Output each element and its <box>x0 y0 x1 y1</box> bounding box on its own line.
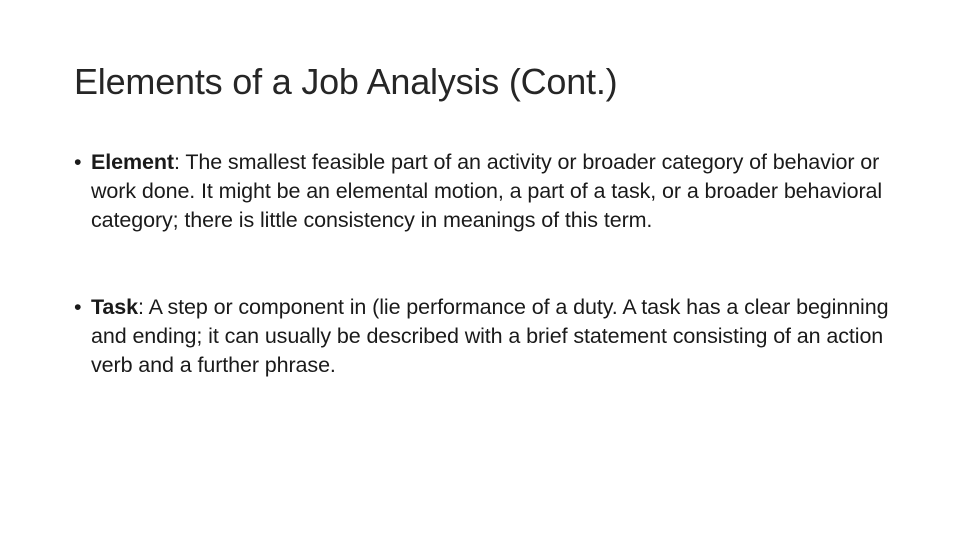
bullet-separator: : <box>138 295 149 319</box>
bullet-list <box>74 148 894 380</box>
bullet-term: Element <box>91 150 174 174</box>
bullet-separator: : <box>173 150 186 174</box>
bullet-item-task <box>74 293 894 380</box>
bullet-dot-icon: • <box>74 150 82 174</box>
slide-title: Elements of a Job Analysis (Cont.) <box>74 61 618 102</box>
bullet-dot-icon: • <box>74 295 82 319</box>
bullet-definition: The smallest feasible part of an activity or broader category of behavior or work done. It might be an elemental motion, a part of a task, or a broader behavioral category; there is little consistency in meanings of this term. <box>91 150 883 232</box>
bullet-definition: A step or component in (lie performance of a duty. A task has a clear beginning and ending; it can usually be described with a brief statement consisting of an action verb and a further phrase. <box>91 295 889 377</box>
bullet-term: Task <box>91 295 139 319</box>
bullet-item-element <box>74 148 894 235</box>
